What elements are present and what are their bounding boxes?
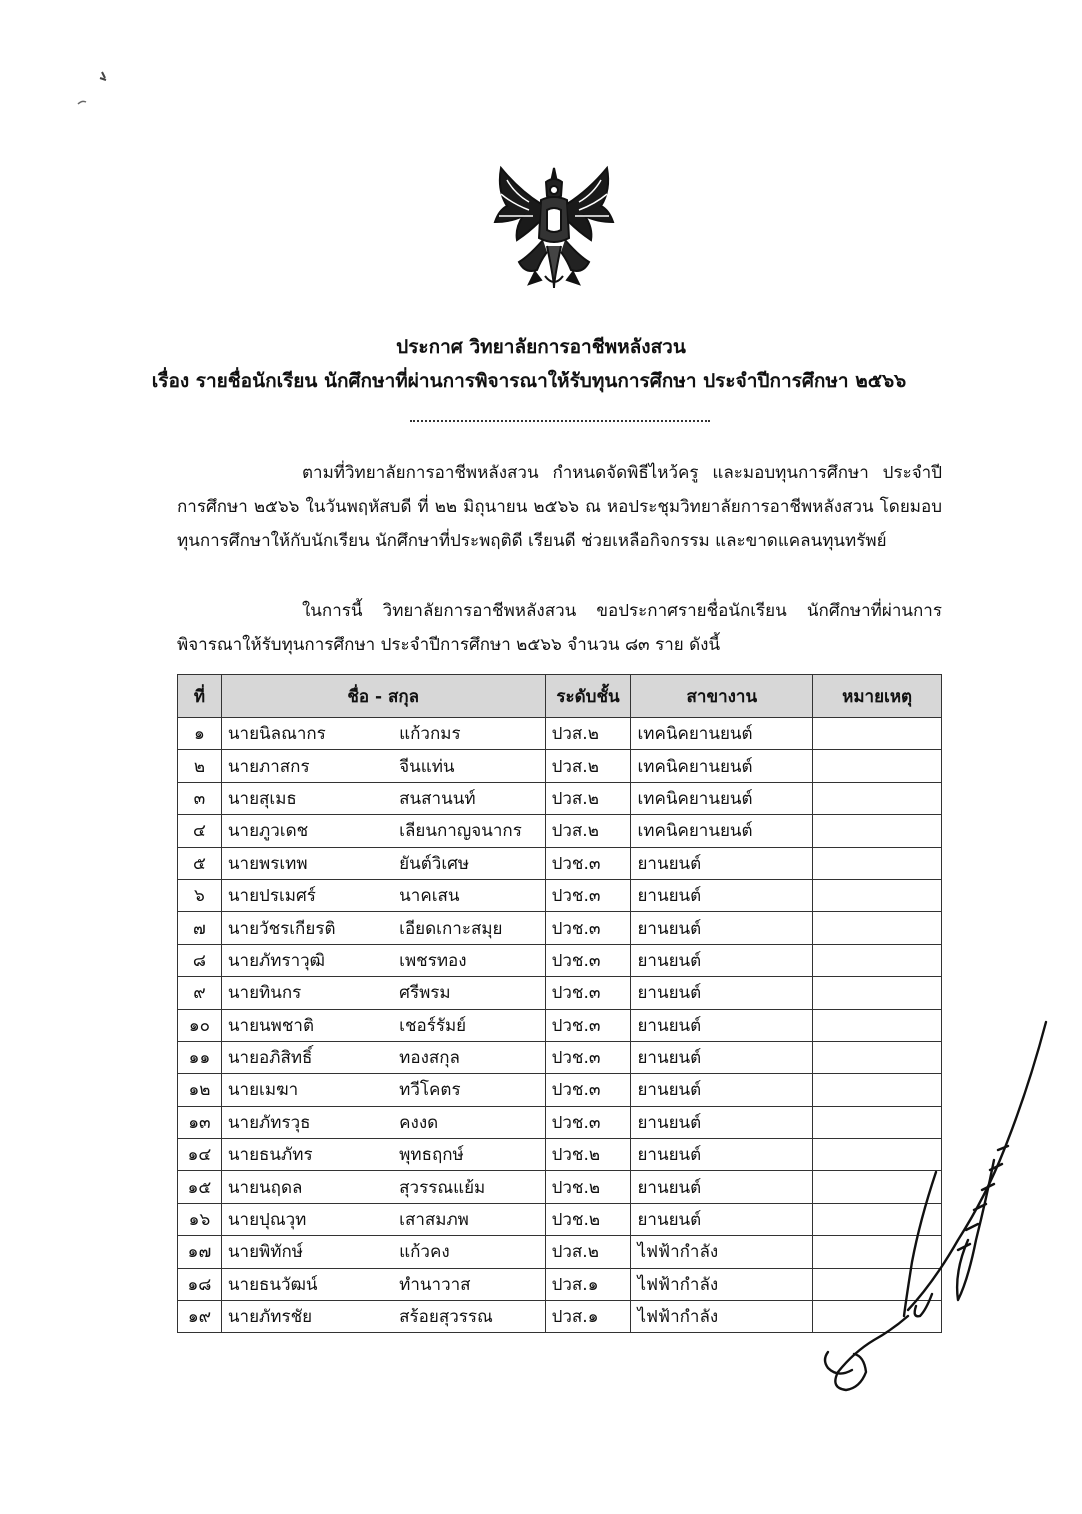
table-header-row — [178, 675, 942, 718]
cell-level: ปวช.๓ — [545, 1041, 631, 1073]
cell-field: เทคนิคยานยนต์ — [631, 718, 813, 750]
cell-no: ๒ — [178, 750, 222, 782]
cell-field: ยานยนต์ — [631, 912, 813, 944]
cell-first-name: นายธนวัฒน์ — [221, 1268, 393, 1300]
cell-level: ปวช.๓ — [545, 1009, 631, 1041]
cell-last-name: นาคเสน — [393, 879, 545, 911]
cell-no: ๑๑ — [178, 1041, 222, 1073]
table-row — [178, 750, 942, 782]
cell-level: ปวส.๒ — [545, 815, 631, 847]
cell-field: ยานยนต์ — [631, 1074, 813, 1106]
announcement-title: ประกาศ วิทยาลัยการอาชีพหลังสวน — [396, 336, 686, 358]
cell-no: ๙ — [178, 977, 222, 1009]
cell-no: ๑ — [178, 718, 222, 750]
cell-level: ปวส.๑ — [545, 1268, 631, 1300]
cell-level: ปวช.๓ — [545, 879, 631, 911]
cell-level: ปวส.๒ — [545, 1236, 631, 1268]
cell-last-name: เลียนกาญจนากร — [393, 815, 545, 847]
cell-field: ไฟฟ้ากำลัง — [631, 1236, 813, 1268]
cell-level: ปวช.๓ — [545, 977, 631, 1009]
cell-no: ๑๘ — [178, 1268, 222, 1300]
garuda-emblem-icon — [489, 160, 619, 295]
table-row — [178, 718, 942, 750]
cell-first-name: นายทินกร — [221, 977, 393, 1009]
cell-no: ๑๕ — [178, 1171, 222, 1203]
cell-last-name: คงงด — [393, 1106, 545, 1138]
cell-last-name: เชอร์รัมย์ — [393, 1009, 545, 1041]
cell-no: ๔ — [178, 815, 222, 847]
cell-no: ๑๐ — [178, 1009, 222, 1041]
scan-mark-icon — [72, 64, 122, 114]
header-remark: หมายเหตุ — [813, 675, 942, 718]
cell-first-name: นายนพชาติ — [221, 1009, 393, 1041]
cell-last-name: จีนแท่น — [393, 750, 545, 782]
cell-field: ยานยนต์ — [631, 879, 813, 911]
cell-field: ยานยนต์ — [631, 847, 813, 879]
cell-first-name: นายธนภัทร — [221, 1139, 393, 1171]
cell-first-name: นายพิทักษ์ — [221, 1236, 393, 1268]
announcement-paragraph: ในการนี้ วิทยาลัยการอาชีพหลังสวน ขอประกาศรายชื่อนักเรียน นักศึกษาที่ผ่านการพิจารณาให้รับทุนการศึกษา ประจำปีการศึกษา ๒๕๖๖ จำนวน ๘๓ ราย ดังนี้ — [177, 601, 942, 655]
cell-first-name: นายนฤดล — [221, 1171, 393, 1203]
header-level: ระดับชั้น — [545, 675, 631, 718]
table-row — [178, 912, 942, 944]
cell-remark — [813, 718, 942, 750]
cell-no: ๗ — [178, 912, 222, 944]
cell-level: ปวช.๓ — [545, 944, 631, 976]
cell-no: ๑๙ — [178, 1301, 222, 1333]
cell-remark — [813, 750, 942, 782]
cell-remark — [813, 782, 942, 814]
cell-remark — [813, 815, 942, 847]
cell-last-name: เอียดเกาะสมุย — [393, 912, 545, 944]
cell-last-name: เพชรทอง — [393, 944, 545, 976]
cell-first-name: นายภัทราวุฒิ — [221, 944, 393, 976]
cell-no: ๖ — [178, 879, 222, 911]
table-row — [178, 782, 942, 814]
cell-no: ๑๒ — [178, 1074, 222, 1106]
cell-level: ปวส.๑ — [545, 1301, 631, 1333]
cell-field: ยานยนต์ — [631, 977, 813, 1009]
cell-first-name: นายวัชรเกียรติ — [221, 912, 393, 944]
table-row — [178, 815, 942, 847]
cell-last-name: ยันต์วิเศษ — [393, 847, 545, 879]
cell-last-name: แก้วคง — [393, 1236, 545, 1268]
cell-first-name: นายภาสกร — [221, 750, 393, 782]
cell-field: ไฟฟ้ากำลัง — [631, 1268, 813, 1300]
cell-first-name: นายปรเมศร์ — [221, 879, 393, 911]
cell-last-name: เสาสมภพ — [393, 1203, 545, 1235]
cell-field: ยานยนต์ — [631, 1203, 813, 1235]
cell-last-name: ศรีพรม — [393, 977, 545, 1009]
cell-last-name: สุวรรณแย้ม — [393, 1171, 545, 1203]
cell-first-name: นายภัทรวุธ — [221, 1106, 393, 1138]
cell-no: ๕ — [178, 847, 222, 879]
cell-field: ยานยนต์ — [631, 1139, 813, 1171]
cell-first-name: นายสุเมธ — [221, 782, 393, 814]
table-row — [178, 944, 942, 976]
cell-level: ปวส.๒ — [545, 718, 631, 750]
cell-level: ปวช.๒ — [545, 1171, 631, 1203]
announcement-subject: เรื่อง รายชื่อนักเรียน นักศึกษาที่ผ่านการพิจารณาให้รับทุนการศึกษา ประจำปีการศึกษา ๒๕๖๖ — [151, 370, 907, 392]
cell-first-name: นายภัทรชัย — [221, 1301, 393, 1333]
cell-last-name: ทองสกุล — [393, 1041, 545, 1073]
cell-last-name: สร้อยสุวรรณ — [393, 1301, 545, 1333]
handwritten-signature-icon — [808, 1000, 1078, 1400]
cell-remark — [813, 912, 942, 944]
table-row — [178, 879, 942, 911]
cell-field: ยานยนต์ — [631, 1171, 813, 1203]
cell-first-name: นายปุณวุท — [221, 1203, 393, 1235]
cell-remark — [813, 944, 942, 976]
cell-field: เทคนิคยานยนต์ — [631, 782, 813, 814]
cell-field: ยานยนต์ — [631, 1009, 813, 1041]
header-name: ชื่อ - สกุล — [221, 675, 545, 718]
cell-first-name: นายพรเทพ — [221, 847, 393, 879]
cell-field: เทคนิคยานยนต์ — [631, 750, 813, 782]
cell-level: ปวส.๒ — [545, 782, 631, 814]
dotted-divider — [410, 414, 710, 422]
cell-last-name: สนสานนท์ — [393, 782, 545, 814]
cell-first-name: นายนิลณากร — [221, 718, 393, 750]
cell-level: ปวช.๓ — [545, 1106, 631, 1138]
cell-first-name: นายภูวเดช — [221, 815, 393, 847]
cell-field: ไฟฟ้ากำลัง — [631, 1301, 813, 1333]
table-row — [178, 847, 942, 879]
cell-remark — [813, 847, 942, 879]
cell-no: ๑๗ — [178, 1236, 222, 1268]
cell-no: ๘ — [178, 944, 222, 976]
cell-remark — [813, 879, 942, 911]
cell-field: ยานยนต์ — [631, 944, 813, 976]
cell-no: ๑๔ — [178, 1139, 222, 1171]
cell-level: ปวช.๒ — [545, 1139, 631, 1171]
cell-no: ๑๓ — [178, 1106, 222, 1138]
cell-level: ปวส.๒ — [545, 750, 631, 782]
intro-paragraph: ตามที่วิทยาลัยการอาชีพหลังสวน กำหนดจัดพิธีไหว้ครู และมอบทุนการศึกษา ประจำปีการศึกษา ๒๕๖๖ ในวันพฤหัสบดี ที่ ๒๒ มิถุนายน ๒๕๖๖ ณ หอประชุมวิทยาลัยการอาชีพหลังสวน โดยมอบทุนการศึกษาให้กับนักเรียน นักศึกษาที่ประพฤติดี เรียนดี ช่วยเหลือกิจกรรม และขาดแคลนทุนทรัพย์ — [177, 463, 942, 551]
cell-last-name: แก้วกมร — [393, 718, 545, 750]
cell-first-name: นายอภิสิทธิ์ — [221, 1041, 393, 1073]
header-field: สาขางาน — [631, 675, 813, 718]
cell-no: ๓ — [178, 782, 222, 814]
cell-last-name: ทำนาวาส — [393, 1268, 545, 1300]
cell-last-name: พุทธฤกษ์ — [393, 1139, 545, 1171]
header-no: ที่ — [178, 675, 222, 718]
cell-first-name: นายเมฆา — [221, 1074, 393, 1106]
cell-level: ปวช.๓ — [545, 847, 631, 879]
cell-level: ปวช.๒ — [545, 1203, 631, 1235]
cell-level: ปวช.๓ — [545, 1074, 631, 1106]
cell-field: เทคนิคยานยนต์ — [631, 815, 813, 847]
cell-last-name: ทวีโคตร — [393, 1074, 545, 1106]
cell-no: ๑๖ — [178, 1203, 222, 1235]
cell-field: ยานยนต์ — [631, 1041, 813, 1073]
cell-level: ปวช.๓ — [545, 912, 631, 944]
cell-field: ยานยนต์ — [631, 1106, 813, 1138]
